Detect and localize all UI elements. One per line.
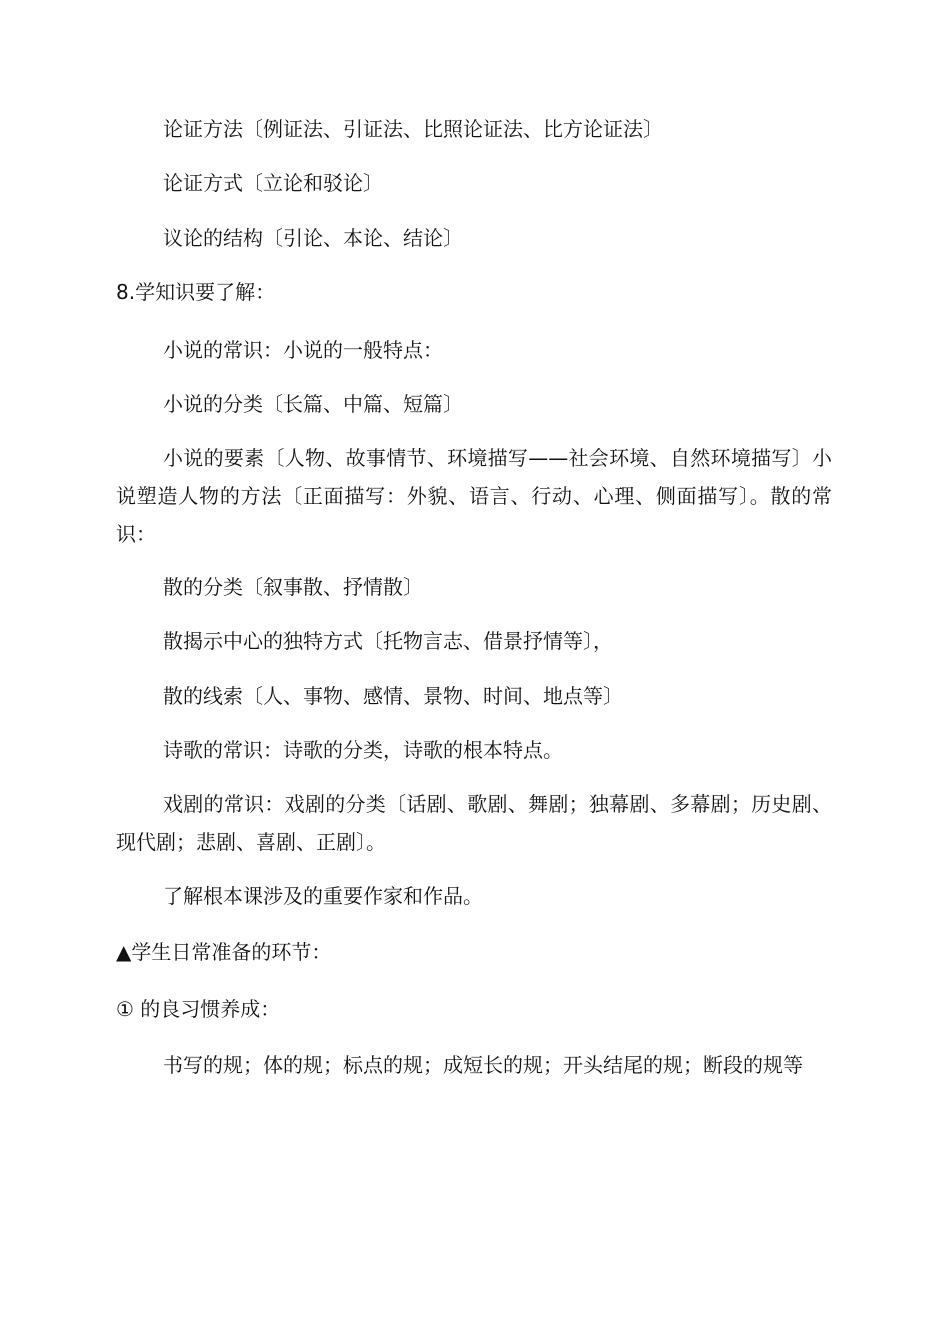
paragraph-drama: 戏剧的常识：戏剧的分类〔话剧、歌剧、舞剧；独幕剧、多幕剧；历史剧、现代剧；悲剧、喜剧、正剧〕。 (116, 792, 832, 854)
text-line-prose-clues: 散的线索〔人、事物、感情、景物、时间、地点等〕 (163, 684, 623, 708)
text-line-authors: 了解根本课涉及的重要作家和作品。 (163, 884, 483, 908)
text-line-novel-common: 小说的常识：小说的一般特点： (163, 338, 443, 362)
paragraph-novel-elements: 小说的要素〔人物、故事情节、环境描写——社会环境、自然环境描写〕小说塑造人物的方法〔正面描写：外貌、语言、行动、心理、侧面描写〕。散的常识： (116, 446, 832, 546)
text-line-argument-structure: 议论的结构〔引论、本论、结论〕 (163, 226, 463, 250)
text-line-poetry: 诗歌的常识：诗歌的分类，诗歌的根本特点。 (163, 738, 563, 762)
text-line-argument-methods: 论证方法〔例证法、引证法、比照论证法、比方论证法〕 (163, 117, 663, 141)
paragraph-writing-norms: 书写的规；体的规；标点的规；成短长的规；开头结尾的规；断段的规等 (163, 1053, 803, 1077)
list-item-habits: ① 的良习惯养成： (116, 997, 281, 1021)
text-line-novel-types: 小说的分类〔长篇、中篇、短篇〕 (163, 392, 463, 416)
section-heading-daily-prep: ▲学生日常准备的环节： (116, 940, 332, 964)
text-line-argument-modes: 论证方式〔立论和驳论〕 (163, 171, 383, 195)
text-line-prose-theme: 散揭示中心的独特方式〔托物言志、借景抒情等〕， (163, 629, 613, 653)
section-heading-knowledge: 8.学知识要了解： (116, 280, 276, 304)
text-line-prose-types: 散的分类〔叙事散、抒情散〕 (163, 575, 423, 599)
